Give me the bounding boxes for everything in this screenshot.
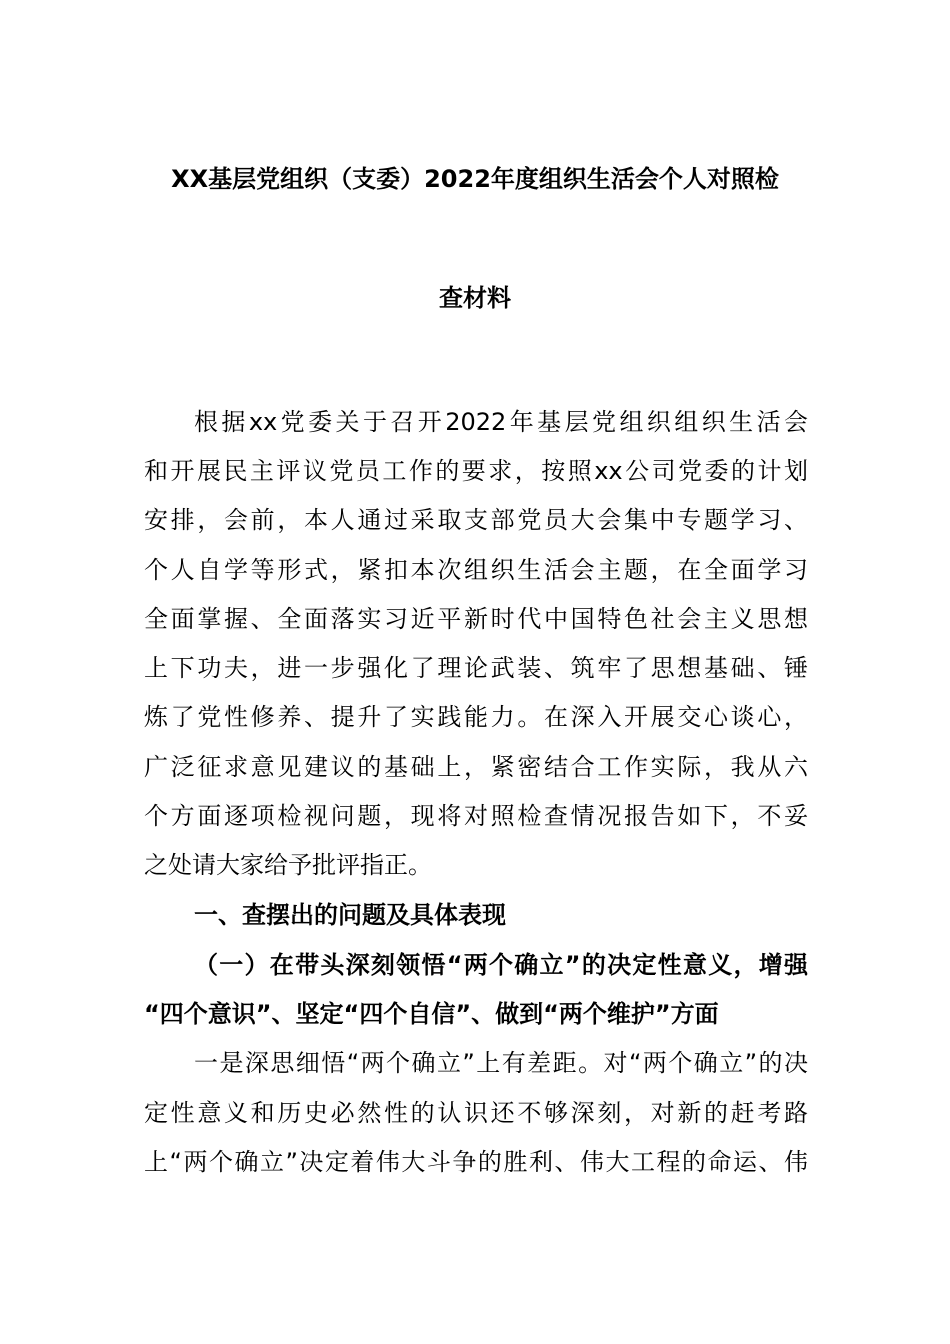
document-title-line-1: XX基层党组织（支委）2022年度组织生活会个人对照检 bbox=[171, 165, 779, 193]
intro-paragraph-line: 安排，会前，本人通过采取支部党员大会集中专题学习、 bbox=[144, 506, 808, 534]
intro-paragraph-line: 全面掌握、全面落实习近平新时代中国特色社会主义思想 bbox=[144, 605, 808, 633]
point-paragraph-line: 上“两个确立”决定着伟大斗争的胜利、伟大工程的命运、伟 bbox=[144, 1148, 808, 1176]
section-heading: 一、查摆出的问题及具体表现 bbox=[194, 901, 506, 929]
intro-paragraph-line: 个人自学等形式，紧扣本次组织生活会主题，在全面学习 bbox=[144, 556, 808, 584]
intro-paragraph-line: 个方面逐项检视问题，现将对照检查情况报告如下，不妥 bbox=[144, 802, 808, 830]
intro-paragraph-line: 上下功夫，进一步强化了理论武装、筑牢了思想基础、锤 bbox=[144, 654, 808, 682]
document-title-line-2: 查材料 bbox=[439, 284, 511, 312]
point-paragraph-line: 一是深思细悟“两个确立”上有差距。对“两个确立”的决 bbox=[194, 1049, 808, 1077]
intro-paragraph-line: 根据xx党委关于召开2022年基层党组织组织生活会 bbox=[194, 408, 808, 436]
intro-paragraph-line: 和开展民主评议党员工作的要求，按照xx公司党委的计划 bbox=[144, 457, 808, 485]
subsection-heading-line: （一）在带头深刻领悟“两个确立”的决定性意义，增强 bbox=[194, 951, 808, 979]
subsection-heading-line: “四个意识”、坚定“四个自信”、做到“两个维护”方面 bbox=[144, 1000, 719, 1028]
intro-paragraph-line: 炼了党性修养、提升了实践能力。在深入开展交心谈心， bbox=[144, 703, 808, 731]
intro-paragraph-line: 之处请大家给予批评指正。 bbox=[144, 851, 432, 879]
point-paragraph-line: 定性意义和历史必然性的认识还不够深刻，对新的赶考路 bbox=[144, 1099, 808, 1127]
intro-paragraph-line: 广泛征求意见建议的基础上，紧密结合工作实际，我从六 bbox=[144, 753, 808, 781]
